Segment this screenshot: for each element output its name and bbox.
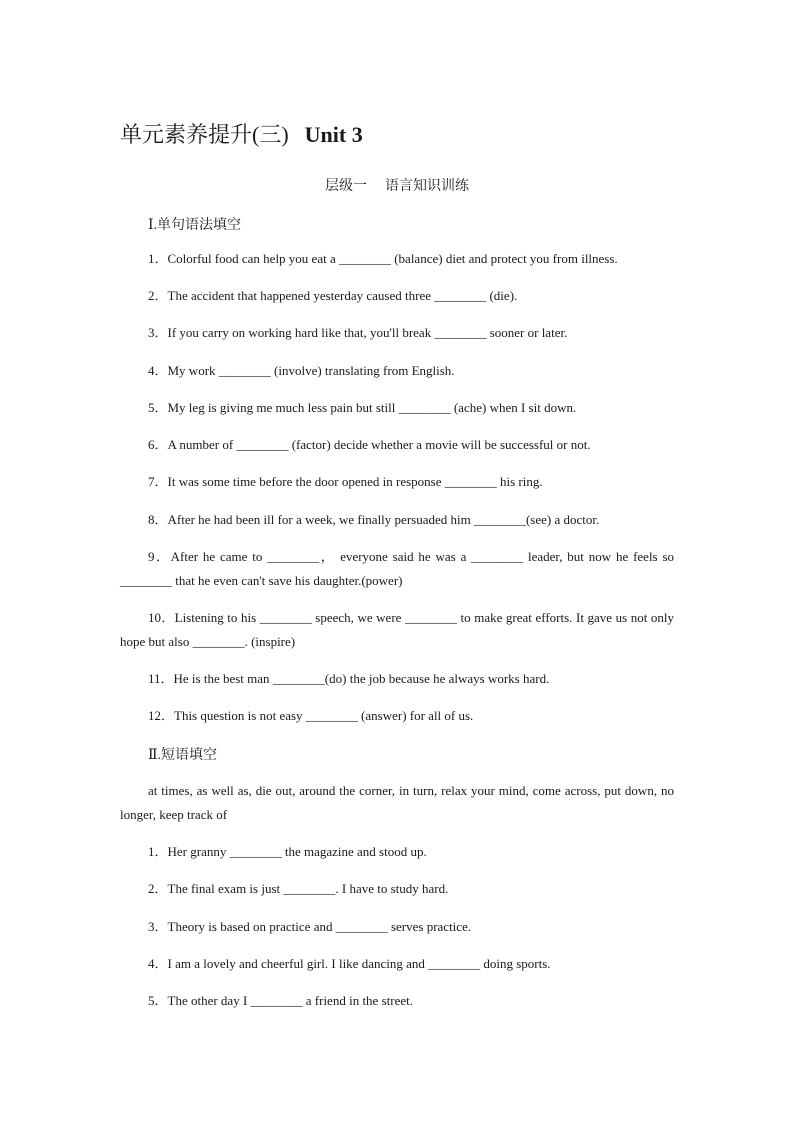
- question-2-5: 5．The other day I ________ a friend in the street.: [148, 993, 413, 1008]
- level-name: 语言知识训练: [385, 179, 469, 194]
- question-1-8: 8．After he had been ill for a week, we finally persuaded him ________(see) a doctor.: [148, 512, 600, 527]
- section-1-heading: Ⅰ.单句语法填空: [148, 218, 242, 233]
- question-2-1: 1．Her granny ________ the magazine and stood up.: [148, 844, 427, 859]
- question-1-12: 12．This question is not easy ________ (answer) for all of us.: [148, 708, 474, 723]
- section-2-heading: Ⅱ.短语填空: [148, 748, 218, 763]
- phrase-bank: at times, as well as, die out, around the corner, in turn, relax your mind, come across, put down, no longer, keep track of: [120, 783, 674, 822]
- question-1-4: 4．My work ________ (involve) translating from English.: [148, 363, 455, 378]
- question-1-5: 5．My leg is giving me much less pain but still ________ (ache) when I sit down.: [148, 400, 577, 415]
- question-1-2: 2．The accident that happened yesterday caused three ________ (die).: [148, 288, 518, 303]
- question-1-7: 7．It was some time before the door opened in response ________ his ring.: [148, 474, 543, 489]
- level-label: 层级一: [325, 179, 367, 194]
- page-title: [120, 120, 363, 150]
- question-2-4: 4．I am a lovely and cheerful girl. I like dancing and ________ doing sports.: [148, 956, 551, 971]
- question-2-3: 3．Theory is based on practice and ________ serves practice.: [148, 919, 472, 934]
- unit-label: Unit 3: [304, 122, 363, 147]
- question-1-11: 11．He is the best man ________(do) the job because he always works hard.: [148, 671, 550, 686]
- question-2-2: 2．The final exam is just ________. I have to study hard.: [148, 881, 449, 896]
- question-1-1: 1．Colorful food can help you eat a ________ (balance) diet and protect you from illness.: [148, 251, 618, 266]
- level-heading: [0, 175, 794, 195]
- question-1-9: 9．After he came to ________， everyone said he was a ________ leader, but now he feels so ________ that he even can't save his daughter.(power): [120, 549, 674, 588]
- page-title-text: 单元素养提升(三): [120, 122, 289, 147]
- question-1-6: 6．A number of ________ (factor) decide whether a movie will be successful or not.: [148, 437, 591, 452]
- question-1-3: 3．If you carry on working hard like that, you'll break ________ sooner or later.: [148, 325, 568, 340]
- question-1-10: 10．Listening to his ________ speech, we were ________ to make great efforts. It gave us not only hope but also ________. (inspire): [120, 610, 674, 649]
